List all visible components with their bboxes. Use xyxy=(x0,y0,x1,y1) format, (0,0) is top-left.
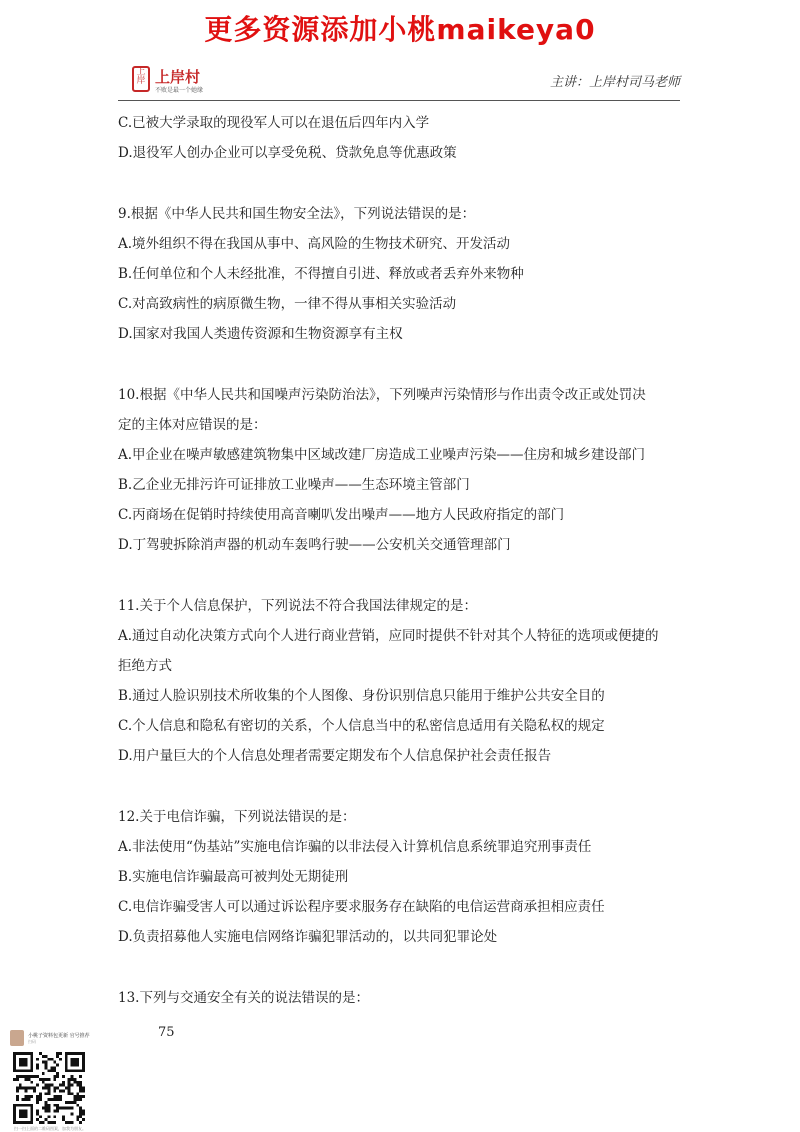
text-line: B.乙企业无排污许可证排放工业噪声——生态环境主管部门 xyxy=(118,477,470,493)
text-line: C.对高致病性的病原微生物，一律不得从事相关实验活动 xyxy=(118,296,457,312)
qr-code-icon xyxy=(13,1052,85,1124)
text-line: D.退役军人创办企业可以享受免税、贷款免息等优惠政策 xyxy=(118,145,457,161)
text-line: 拒绝方式 xyxy=(118,658,172,674)
header-divider xyxy=(118,100,680,101)
paragraph-gap xyxy=(118,952,688,983)
question-content xyxy=(118,108,688,1013)
lecturer-caption: 主讲：上岸村司马老师 xyxy=(549,75,680,90)
text-line: 10.根据《中华人民共和国噪声污染防治法》，下列噪声污染情形与作出责令改正或处罚决 xyxy=(118,387,646,403)
text-line: 定的主体对应错误的是： xyxy=(118,417,267,433)
text-line: 11.关于个人信息保护，下列说法不符合我国法律规定的是： xyxy=(118,598,477,614)
logo-slogan: 不败是最一个她缘 xyxy=(155,87,204,94)
logo-name: 上岸村 xyxy=(155,68,201,86)
text-line: 12.关于电信诈骗，下列说法错误的是： xyxy=(118,809,356,825)
text-line: D.丁驾驶拆除消声器的机动车轰鸣行驶——公安机关交通管理部门 xyxy=(118,537,511,553)
avatar xyxy=(10,1030,24,1046)
text-line: A.通过自动化决策方式向个人进行商业营销，应同时提供不针对其个人特征的选项或便捷的 xyxy=(118,628,659,644)
text-line: B.通过人脸识别技术所收集的个人图像、身份识别信息只能用于维护公共安全目的 xyxy=(118,688,605,704)
paragraph-gap xyxy=(118,771,688,802)
text-line: C.丙商场在促销时持续使用高音喇叭发出噪声——地方人民政府指定的部门 xyxy=(118,507,565,523)
promo-subtitle: 扫码 xyxy=(28,1039,36,1044)
page-number: 75 xyxy=(158,1025,175,1040)
promo-footer: 扫一扫上面的二维码图案，加我为朋友。 xyxy=(14,1126,86,1131)
text-line: D.国家对我国人类遗传资源和生物资源享有主权 xyxy=(118,326,403,342)
text-line: B.任何单位和个人未经批准，不得擅自引进、释放或者丢弃外来物种 xyxy=(118,266,524,282)
text-line: C.已被大学录取的现役军人可以在退伍后四年内入学 xyxy=(118,115,430,131)
paragraph-gap xyxy=(118,349,688,380)
text-line: D.负责招募他人实施电信网络诈骗犯罪活动的，以共同犯罪论处 xyxy=(118,929,498,945)
text-line: C.个人信息和隐私有密切的关系，个人信息当中的私密信息适用有关隐私权的规定 xyxy=(118,718,605,734)
paragraph-gap xyxy=(118,560,688,591)
logo-seal-icon: 上岸 xyxy=(132,66,150,92)
text-line: D.用户量巨大的个人信息处理者需要定期发布个人信息保护社会责任报告 xyxy=(118,748,552,764)
paragraph-gap xyxy=(118,168,688,199)
text-line: A.甲企业在噪声敏感建筑物集中区域改建厂房造成工业噪声污染——住房和城乡建设部门 xyxy=(118,447,646,463)
promo-banner: 更多资源添加小桃maikeya0 xyxy=(204,13,596,46)
text-line: 13.下列与交通安全有关的说法错误的是： xyxy=(118,990,369,1006)
text-line: 9.根据《中华人民共和国生物安全法》，下列说法错误的是： xyxy=(118,206,476,222)
text-line: A.非法使用“伪基站”实施电信诈骗的以非法侵入计算机信息系统罪追究刑事责任 xyxy=(118,839,592,855)
text-line: A.境外组织不得在我国从事中、高风险的生物技术研究、开发活动 xyxy=(118,236,511,252)
text-line: B.实施电信诈骗最高可被判处无期徒刑 xyxy=(118,869,349,885)
text-line: C.电信诈骗受害人可以通过诉讼程序要求服务存在缺陷的电信运营商承担相应责任 xyxy=(118,899,605,915)
promo-title: 小桃子资料包更新 官号推荐 xyxy=(28,1033,90,1039)
